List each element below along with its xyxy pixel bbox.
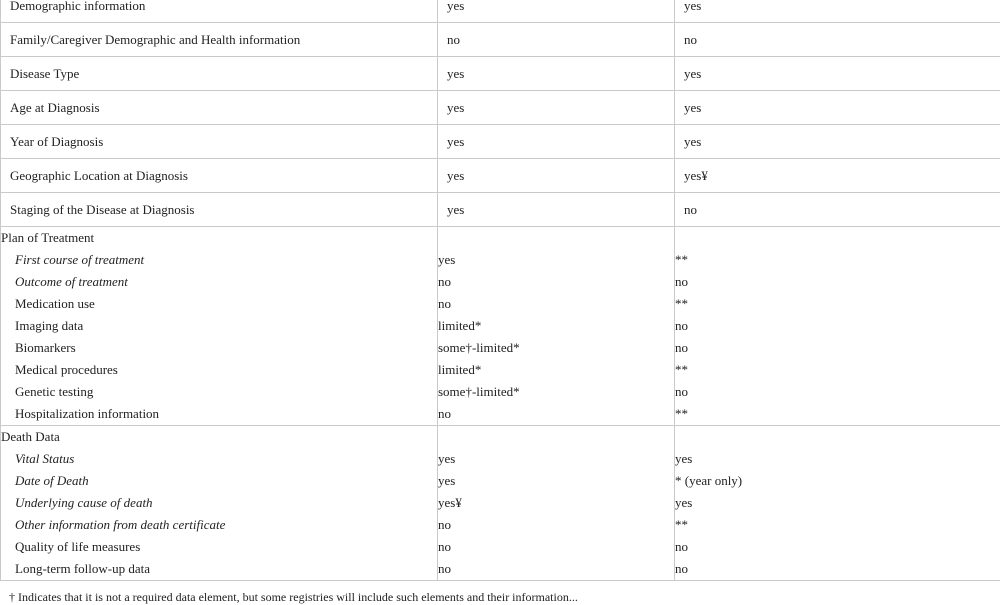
table-row (1, 0, 1000, 23)
row-value-cell (675, 91, 1000, 125)
row-value-cell (675, 125, 1000, 159)
sub-item-value: ** (675, 514, 1000, 536)
row-label-cell (1, 0, 438, 23)
row-label-cell (1, 23, 438, 57)
plan-of-treatment-title: Plan of Treatment (1, 227, 437, 249)
table-row (1, 91, 1000, 125)
sub-item-value: no (438, 293, 674, 315)
row-value-cell (675, 159, 1000, 193)
death-data-title: Death Data (1, 426, 437, 448)
sub-item-value: yes (675, 448, 1000, 470)
sub-item-value: ** (675, 249, 1000, 271)
sub-item-value: limited* (438, 315, 674, 337)
sub-item-label: Underlying cause of death (1, 492, 437, 514)
sub-item-label: Medical procedures (1, 359, 437, 381)
row-value-cell (675, 57, 1000, 91)
sub-item-value: limited* (438, 359, 674, 381)
sub-item-label: First course of treatment (1, 249, 437, 271)
row-label: Age at Diagnosis (1, 91, 437, 124)
row-value-cell (438, 125, 675, 159)
sub-item-label: Date of Death (1, 470, 437, 492)
row-value-cell (438, 23, 675, 57)
death-data-label-cell (1, 426, 438, 581)
sub-item-label: Other information from death certificate (1, 514, 437, 536)
row-value-cell (675, 23, 1000, 57)
row-value: no (675, 23, 1000, 56)
sub-item-label: Biomarkers (1, 337, 437, 359)
row-value: yes (675, 91, 1000, 124)
row-label-cell (1, 125, 438, 159)
row-value: yes (438, 125, 674, 158)
table-row (1, 159, 1000, 193)
sub-item-value: no (438, 558, 674, 580)
row-value: yes¥ (675, 159, 1000, 192)
row-value: yes (438, 159, 674, 192)
sub-item-label: Vital Status (1, 448, 437, 470)
row-value: yes (438, 0, 674, 22)
sub-item-value: no (675, 271, 1000, 293)
sub-item-value: yes (438, 448, 674, 470)
sub-item-label: Quality of life measures (1, 536, 437, 558)
death-data-col2-cell (438, 426, 675, 581)
sub-item-value: yes (438, 470, 674, 492)
row-value-cell (675, 0, 1000, 23)
sub-item-label: Genetic testing (1, 381, 437, 403)
row-label: Family/Caregiver Demographic and Health information (1, 23, 437, 56)
plan-of-treatment-label-cell (1, 227, 438, 426)
sub-item-value: no (675, 381, 1000, 403)
row-label: Demographic information (1, 0, 437, 22)
sub-item-value: no (438, 536, 674, 558)
sub-item-label: Outcome of treatment (1, 271, 437, 293)
sub-item-value: no (438, 271, 674, 293)
sub-item-value: no (438, 403, 674, 425)
row-value: yes (675, 125, 1000, 158)
row-label-cell (1, 57, 438, 91)
sub-item-value: no (438, 514, 674, 536)
table-row (1, 57, 1000, 91)
row-value: no (675, 193, 1000, 226)
row-value: no (438, 23, 674, 56)
sub-item-value: ** (675, 293, 1000, 315)
row-label-cell (1, 193, 438, 227)
row-value: yes (438, 91, 674, 124)
table-row (1, 23, 1000, 57)
sub-item-value: some†-limited* (438, 381, 674, 403)
sub-item-value: yes (438, 249, 674, 271)
sub-item-value: no (675, 536, 1000, 558)
sub-item-label: Hospitalization information (1, 403, 437, 425)
row-value-cell (438, 193, 675, 227)
row-label: Staging of the Disease at Diagnosis (1, 193, 437, 226)
plan-of-treatment-col2-cell (438, 227, 675, 426)
row-value-cell (675, 193, 1000, 227)
row-label-cell (1, 159, 438, 193)
sub-item-value: no (675, 558, 1000, 580)
sub-item-value: yes¥ (438, 492, 674, 514)
sub-item-label: Medication use (1, 293, 437, 315)
sub-item-label: Long-term follow-up data (1, 558, 437, 580)
sub-item-value: ** (675, 403, 1000, 425)
row-label: Year of Diagnosis (1, 125, 437, 158)
table-footnote: † Indicates that it is not a required data element, but some registries will include such elements and their information... (9, 590, 578, 605)
death-data-section-row (1, 426, 1000, 581)
row-value-cell (438, 0, 675, 23)
plan-of-treatment-col3-cell (675, 227, 1000, 426)
row-label-cell (1, 91, 438, 125)
death-data-col3-cell (675, 426, 1000, 581)
row-label: Geographic Location at Diagnosis (1, 159, 437, 192)
row-value: yes (438, 57, 674, 90)
table-row (1, 193, 1000, 227)
plan-of-treatment-section-row (1, 227, 1000, 426)
row-value-cell (438, 91, 675, 125)
sub-item-value: no (675, 337, 1000, 359)
row-value: yes (675, 57, 1000, 90)
row-value-cell (438, 57, 675, 91)
table-body (1, 0, 1000, 581)
table-row (1, 125, 1000, 159)
sub-item-value: some†-limited* (438, 337, 674, 359)
sub-item-value: * (year only) (675, 470, 1000, 492)
sub-item-value: ** (675, 359, 1000, 381)
row-value: yes (675, 0, 1000, 22)
sub-item-value: yes (675, 492, 1000, 514)
sub-item-value: no (675, 315, 1000, 337)
row-value-cell (438, 159, 675, 193)
row-value: yes (438, 193, 674, 226)
sub-item-label: Imaging data (1, 315, 437, 337)
row-label: Disease Type (1, 57, 437, 90)
